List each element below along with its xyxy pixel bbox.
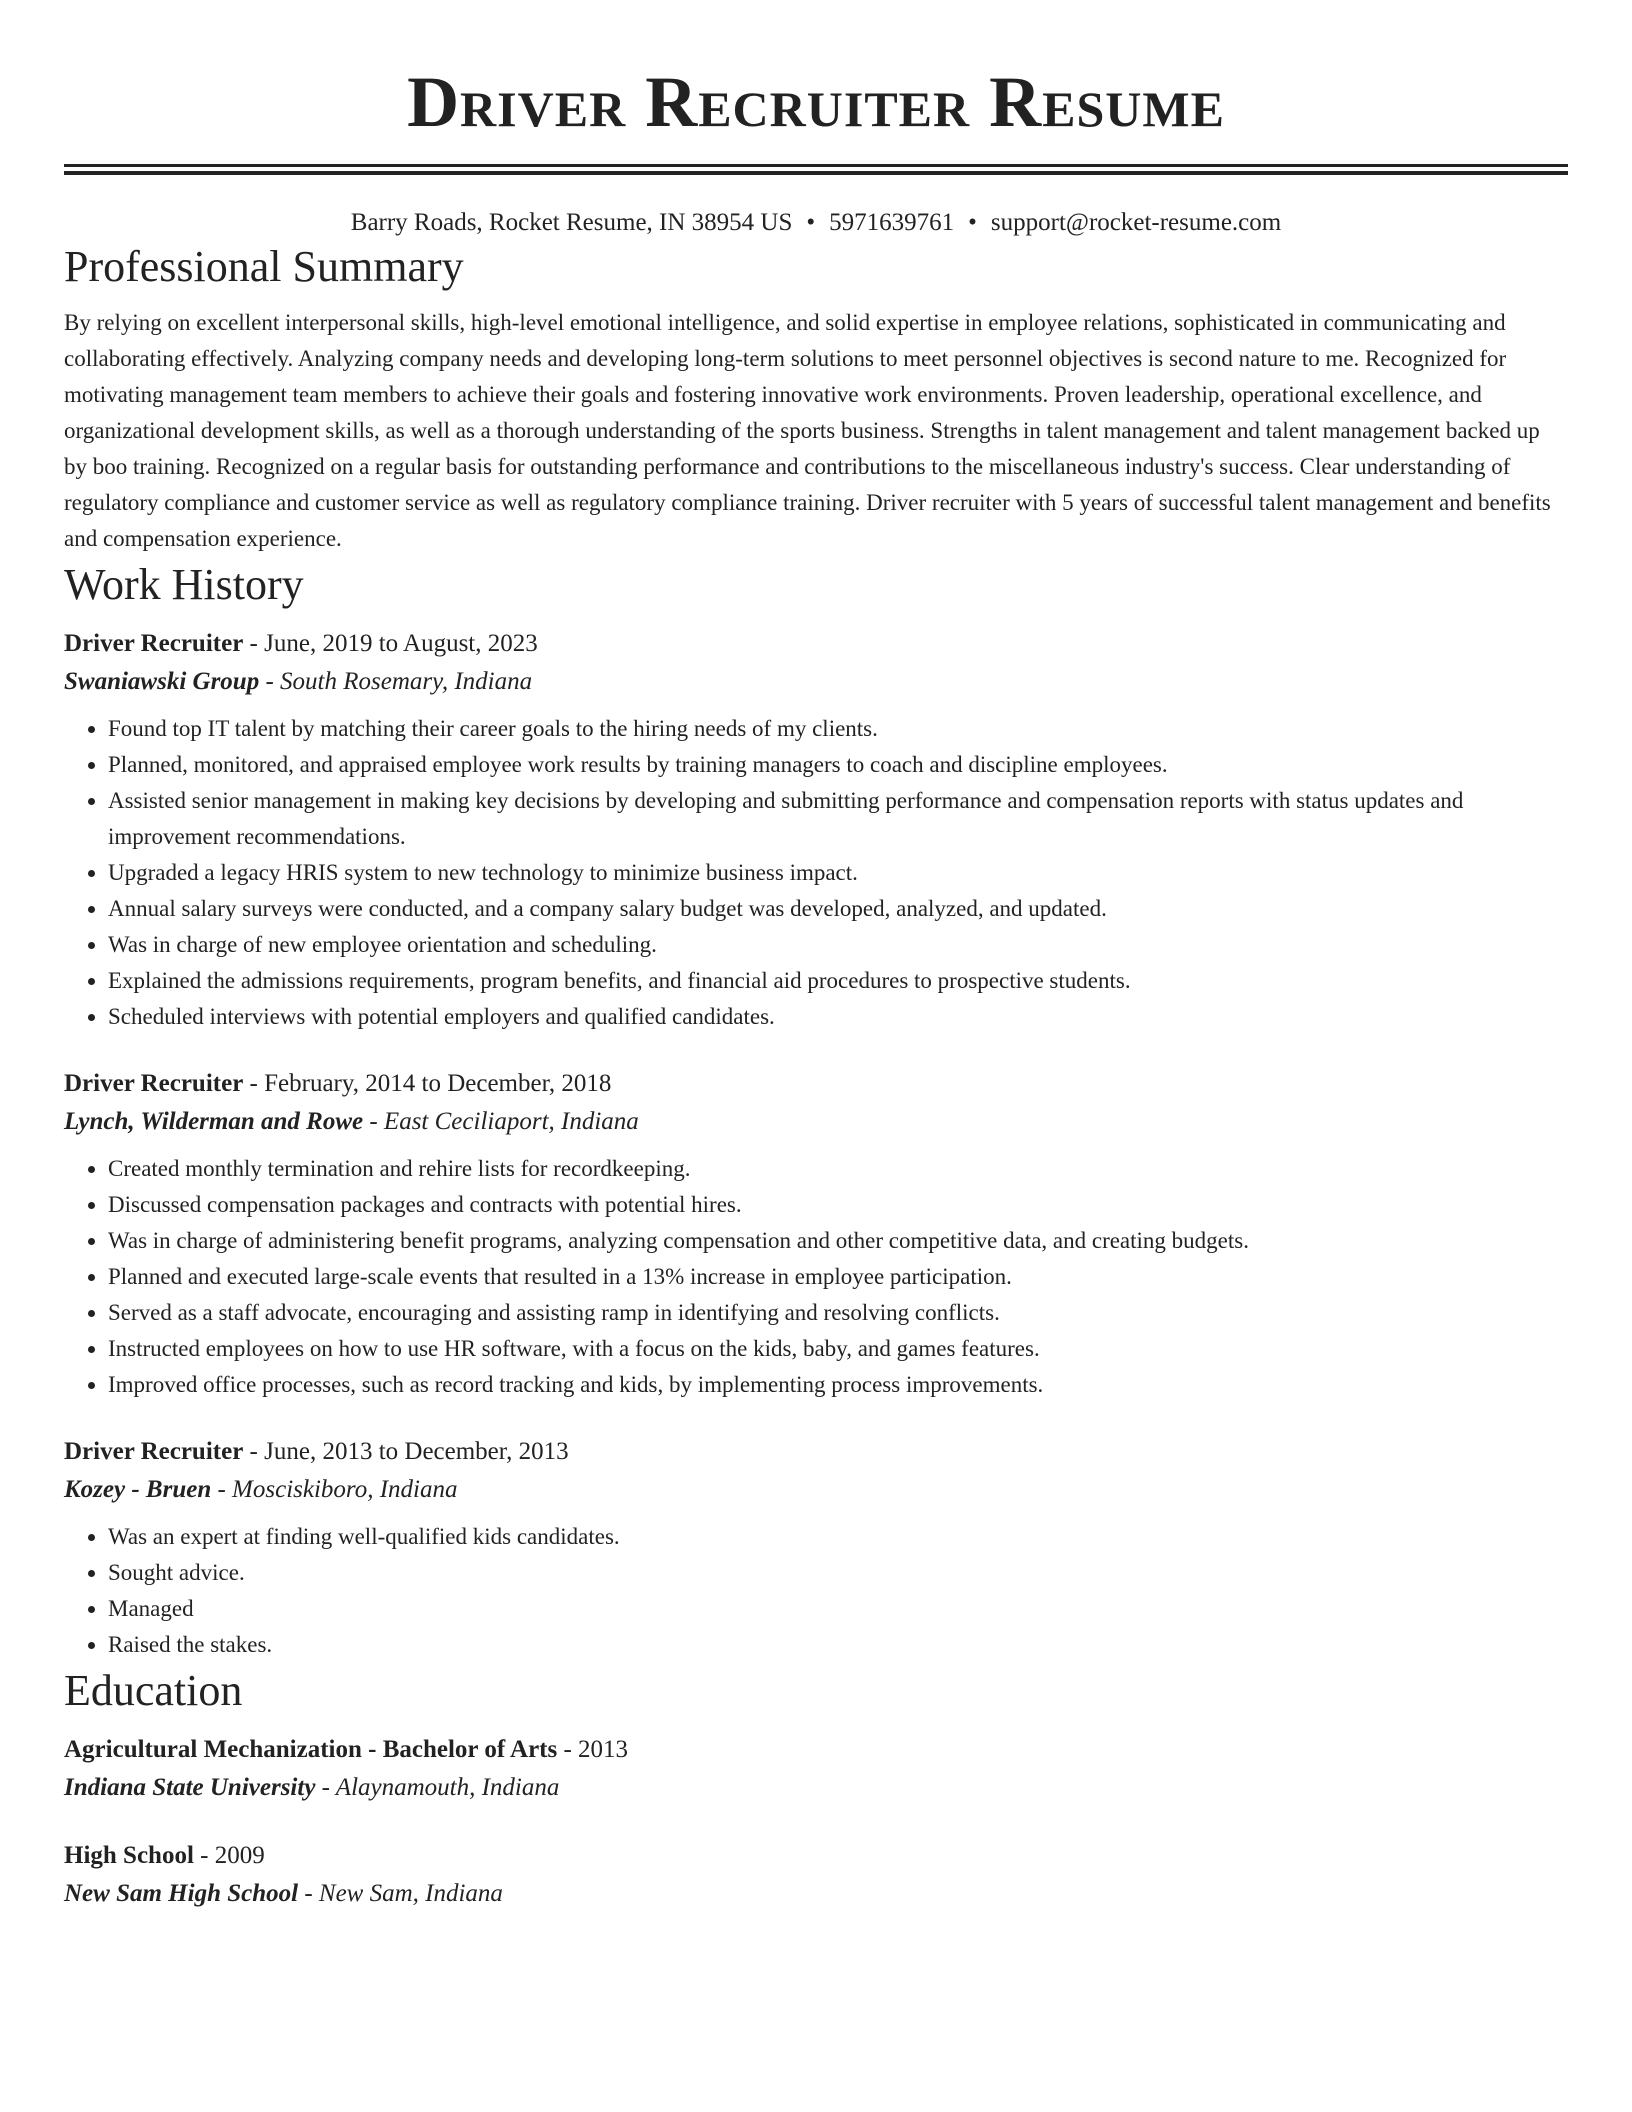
education-entry [64, 1837, 1568, 1913]
list-item: • Scheduled interviews with potential employers and qualified candidates. [108, 999, 1568, 1035]
job-duties-list [64, 1519, 1568, 1663]
job-company-line [64, 663, 1568, 701]
job-dates: - February, 2014 to December, 2018 [243, 1070, 612, 1097]
job-title: Driver Recruiter [64, 630, 244, 657]
list-item: • Assisted senior management in making key decisions by developing and submitting performance and compensation reports with status updates and improvement recommendations. [108, 783, 1568, 855]
job-company: Kozey - Bruen [64, 1476, 212, 1503]
list-item: • Instructed employees on how to use HR software, with a focus on the kids, baby, and games features. [108, 1331, 1568, 1367]
list-item: • Planned, monitored, and appraised employee work results by training managers to coach and discipline employees. [108, 747, 1568, 783]
resume-title: Driver Recruiter Resume [407, 62, 1225, 142]
contact-email: support@rocket-resume.com [990, 209, 1282, 236]
contact-phone: 5971639761 [829, 209, 955, 236]
list-item: • Sought advice. [108, 1555, 1568, 1591]
job-location: - South Rosemary, Indiana [259, 668, 533, 695]
list-item: • Raised the stakes. [108, 1627, 1568, 1663]
job-title: Driver Recruiter [64, 1070, 244, 1097]
job-duties-list [64, 1151, 1568, 1403]
contact-address: Barry Roads, Rocket Resume, IN 38954 US [350, 209, 793, 236]
list-item: • Served as a staff advocate, encouraging and assisting ramp in identifying and resolving conflicts. [108, 1295, 1568, 1331]
list-item: • Planned and executed large-scale events that resulted in a 13% increase in employee participation. [108, 1259, 1568, 1295]
education-year: - 2009 [193, 1842, 265, 1869]
job-company-line [64, 1103, 1568, 1141]
education-degree-line [64, 1731, 1568, 1769]
list-item: • Was an expert at finding well-qualified kids candidates. [108, 1519, 1568, 1555]
title-double-rule [64, 164, 1568, 175]
job-location: - East Ceciliaport, Indiana [363, 1108, 639, 1135]
education-location: - New Sam, Indiana [298, 1880, 503, 1907]
list-item: • Found top IT talent by matching their career goals to the hiring needs of my clients. [108, 711, 1568, 747]
job-title: Driver Recruiter [64, 1438, 244, 1465]
contact-separator: • [968, 209, 977, 236]
education-heading: Education [64, 1666, 243, 1715]
job-title-line [64, 625, 1568, 663]
work-history-heading: Work History [64, 560, 304, 609]
list-item: • Upgraded a legacy HRIS system to new technology to minimize business impact. [108, 855, 1568, 891]
summary-text: By relying on excellent interpersonal skills, high-level emotional intelligence, and solid expertise in employee relations, sophisticated in communicating and collaborating effectively. Analyzing company needs and developing long-term solutions to meet personnel objectives is second nature to me. Recognized for motivating management team members to achieve their goals and fostering innovative work environments. Proven leadership, operational excellence, and organizational development skills, as well as a thorough understanding of the sports business. Strengths in talent management and talent management backed up by boo training. Recognized on a regular basis for outstanding performance and contributions to the miscellaneous industry's success. Clear understanding of regulatory compliance and customer service as well as regulatory compliance training. Driver recruiter with 5 years of successful talent management and benefits and compensation experience. [64, 310, 1551, 551]
job-title-line [64, 1065, 1568, 1103]
contact-separator: • [806, 209, 816, 236]
education-school-line [64, 1769, 1568, 1807]
list-item: • Improved office processes, such as record tracking and kids, by implementing process improvements. [108, 1367, 1568, 1403]
education-degree-line [64, 1837, 1568, 1875]
education-school: New Sam High School [64, 1880, 299, 1907]
education-degree: Agricultural Mechanization - Bachelor of Arts [64, 1736, 558, 1763]
list-item: • Explained the admissions requirements, program benefits, and financial aid procedures to prospective students. [108, 963, 1568, 999]
job-duties-list [64, 711, 1568, 1035]
job-company: Lynch, Wilderman and Rowe [64, 1108, 364, 1135]
job-company: Swaniawski Group [64, 668, 260, 695]
education-school-line [64, 1875, 1568, 1913]
job-location: - Mosciskiboro, Indiana [211, 1476, 458, 1503]
education-location: - Alaynamouth, Indiana [315, 1774, 560, 1801]
job-dates: - June, 2013 to December, 2013 [243, 1438, 569, 1465]
resume-page [64, 0, 1568, 1913]
list-item: • Managed [108, 1591, 1568, 1627]
job-entry [64, 625, 1568, 1035]
job-dates: - June, 2019 to August, 2023 [243, 630, 538, 657]
list-item: • Was in charge of new employee orientation and scheduling. [108, 927, 1568, 963]
list-item: • Annual salary surveys were conducted, and a company salary budget was developed, analyzed, and updated. [108, 891, 1568, 927]
job-entry [64, 1065, 1568, 1403]
list-item: • Was in charge of administering benefit programs, analyzing compensation and other competitive data, and creating budgets. [108, 1223, 1568, 1259]
job-title-line [64, 1433, 1568, 1471]
list-item: • Created monthly termination and rehire lists for recordkeeping. [108, 1151, 1568, 1187]
education-school: Indiana State University [64, 1774, 316, 1801]
job-company-line [64, 1471, 1568, 1509]
education-degree: High School [64, 1842, 194, 1869]
education-year: - 2013 [557, 1736, 629, 1763]
list-item: • Discussed compensation packages and contracts with potential hires. [108, 1187, 1568, 1223]
education-entry [64, 1731, 1568, 1807]
contact-line [64, 207, 1568, 239]
job-entry [64, 1433, 1568, 1663]
summary-heading: Professional Summary [64, 242, 464, 291]
